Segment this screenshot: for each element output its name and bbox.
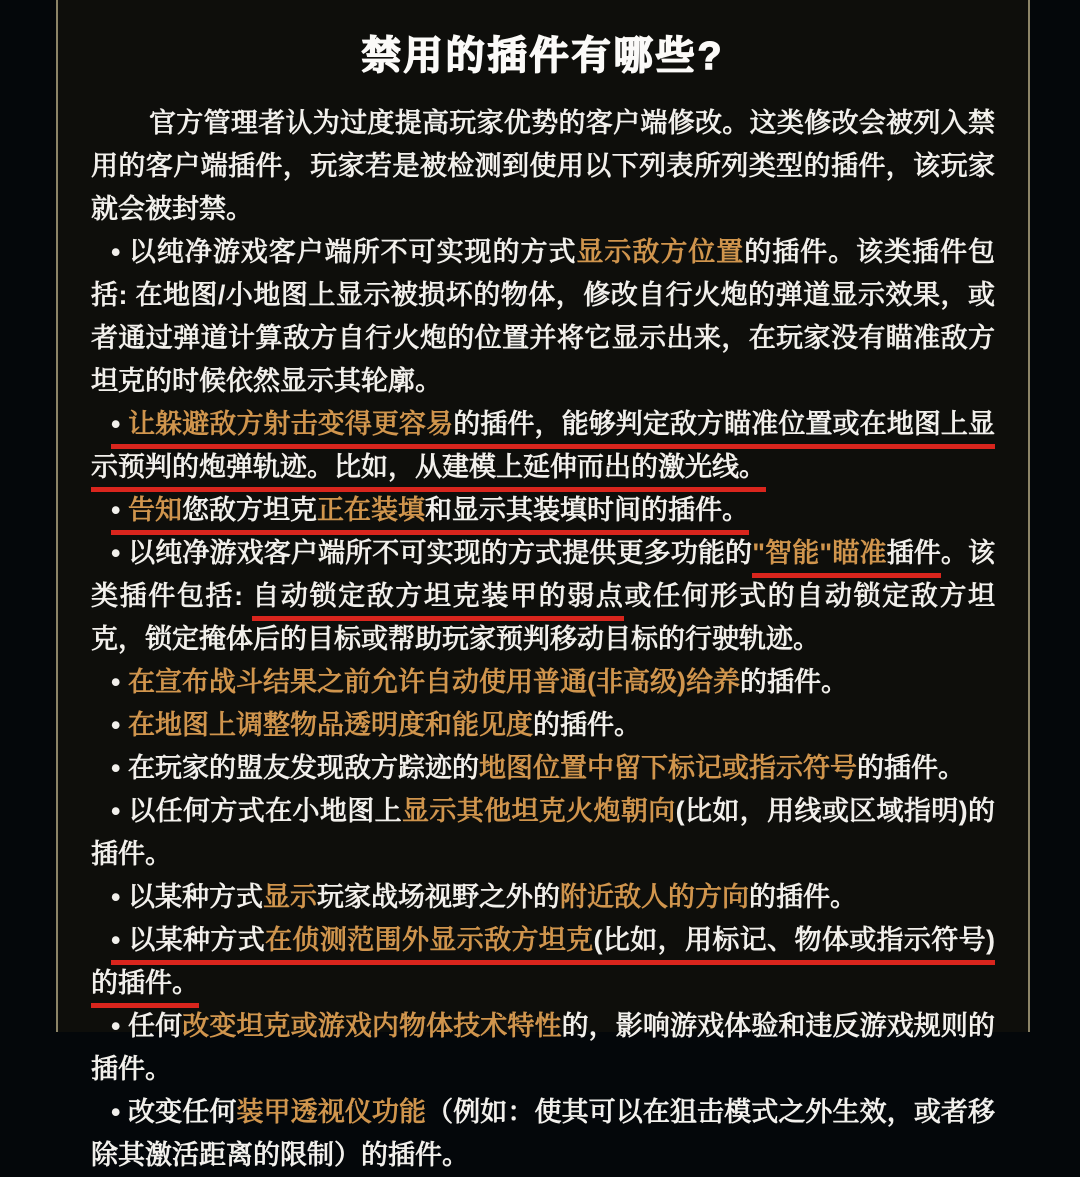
highlighted-text: 告知 bbox=[128, 495, 182, 535]
text-segment: • 以任何方式在小地图上 bbox=[111, 796, 402, 826]
highlighted-text: 在侦测范围外显示敌方坦克 bbox=[265, 925, 593, 965]
highlighted-text: 附近敌人的方向 bbox=[560, 882, 749, 912]
text-segment: (比如，用标记、物体或指示符号)的插件。 bbox=[91, 925, 995, 1008]
text-segment: 玩家战场视野之外的 bbox=[317, 882, 560, 912]
page-title: 禁用的插件有哪些? bbox=[91, 34, 995, 80]
highlighted-text: 在地图上调整物品透明度和能见度 bbox=[128, 710, 533, 740]
text-segment: • 任何 bbox=[111, 1011, 182, 1041]
highlighted-text: 在宣布战斗结果之前允许自动使用普通(非高级)给养 bbox=[128, 667, 740, 697]
highlighted-text: 显示敌方位置 bbox=[576, 237, 744, 267]
bullet-item bbox=[91, 403, 995, 489]
text-segment: • bbox=[111, 409, 128, 449]
text-segment: 的，影响游戏体验和违反游戏规则的插件。 bbox=[91, 1011, 995, 1084]
text-segment: 自动锁定敌方坦克装甲的弱点 bbox=[252, 581, 624, 621]
bullet-item bbox=[91, 661, 995, 704]
text-segment: • 以纯净游戏客户端所不可实现的方式提供更多功能的 bbox=[111, 538, 752, 568]
bullet-item bbox=[91, 876, 995, 919]
text-segment: 和显示其装填时间的插件。 bbox=[425, 495, 749, 535]
text-segment: • 在玩家的盟友发现敌方踪迹的 bbox=[111, 753, 479, 783]
text-segment: • bbox=[111, 667, 128, 697]
bullet-item bbox=[91, 532, 995, 661]
text-segment: • 改变任何 bbox=[111, 1097, 236, 1127]
bullet-item bbox=[91, 231, 995, 403]
bullet-item bbox=[91, 1091, 995, 1177]
highlighted-text: 让躲避敌方射击变得更容易 bbox=[128, 409, 453, 449]
document-panel bbox=[56, 0, 1030, 1032]
text-segment: 插件 bbox=[887, 538, 941, 578]
rules-list bbox=[91, 102, 995, 1177]
text-segment: • 以某种方式 bbox=[111, 925, 265, 965]
text-segment: 官方管理者认为过度提高玩家优势的客户端修改。这类修改会被列入禁用的客户端插件，玩家若是被检测到使用以下列表所列类型的插件，该玩家就会被封禁。 bbox=[91, 108, 995, 224]
highlighted-text: 正在装填 bbox=[317, 495, 425, 535]
bullet-item bbox=[91, 704, 995, 747]
intro-paragraph bbox=[91, 102, 995, 231]
bullet-item bbox=[91, 919, 995, 1005]
text-segment: 您敌方坦克 bbox=[182, 495, 317, 535]
text-segment: （例如：使其可以在狙击模式之外生效，或者移除其激活距离的限制）的插件。 bbox=[91, 1097, 995, 1170]
document-content bbox=[58, 0, 1028, 1177]
text-segment: • bbox=[111, 495, 128, 535]
text-segment: • bbox=[111, 710, 128, 740]
highlighted-text: 地图位置中留下标记或指示符号 bbox=[479, 753, 857, 783]
highlighted-text: 装甲透视仪功能 bbox=[236, 1097, 426, 1127]
text-segment: (比如，用线或区域指明)的插件。 bbox=[91, 796, 995, 869]
text-segment: 的插件。 bbox=[749, 882, 857, 912]
text-segment: 的插件，能够判定敌方瞄准位置或在地图上显示预判的炮弹轨迹。比如，从建模上延伸而出的激光线。 bbox=[91, 409, 995, 492]
text-segment: 。该类插件包括: bbox=[91, 538, 995, 611]
highlighted-text: 改变坦克或游戏内物体技术特性 bbox=[182, 1011, 561, 1041]
bullet-item bbox=[91, 1005, 995, 1091]
bullet-item bbox=[91, 747, 995, 790]
text-segment: 的插件。 bbox=[533, 710, 641, 740]
text-segment: • 以某种方式 bbox=[111, 882, 263, 912]
text-segment: 的插件。 bbox=[740, 667, 848, 697]
text-segment: 的插件。该类插件包括: 在地图/小地图上显示被损坏的物体，修改自行火炮的弹道显示效果，或者通过弹道计算敌方自行火炮的位置并将它显示出来，在玩家没有瞄准敌方坦克的时候依然显示其轮廓。 bbox=[91, 237, 995, 396]
highlighted-text: "智能"瞄准 bbox=[752, 538, 886, 578]
text-segment: 或任何形式的自动锁定敌方坦克，锁定掩体后的目标或帮助玩家预判移动目标的行驶轨迹。 bbox=[91, 581, 995, 654]
highlighted-text: 显示 bbox=[263, 882, 317, 912]
text-segment: 的插件。 bbox=[857, 753, 965, 783]
bullet-item bbox=[91, 790, 995, 876]
text-segment: • 以纯净游戏客户端所不可实现的方式 bbox=[111, 237, 576, 267]
highlighted-text: 显示其他坦克火炮朝向 bbox=[402, 796, 676, 826]
bullet-item bbox=[91, 489, 995, 532]
